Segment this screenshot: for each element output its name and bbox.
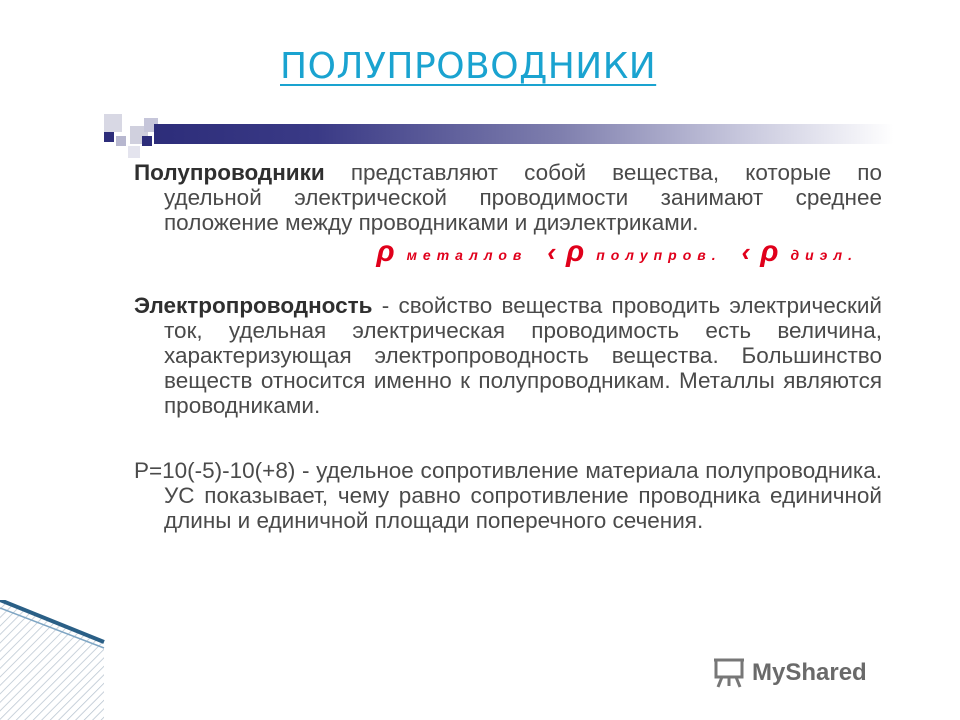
myshared-watermark	[712, 656, 867, 690]
slide-title: ПОЛУПРОВОДНИКИ	[280, 46, 657, 87]
rho-symbol: ρ	[566, 235, 585, 268]
spacer	[134, 418, 882, 458]
spacer	[134, 269, 882, 293]
term-conductivity: Электропроводность	[134, 293, 373, 318]
paragraph-semiconductors	[134, 160, 882, 235]
formula-subscript: диэл.	[790, 247, 858, 263]
less-than-sign: ‹	[547, 237, 557, 267]
paragraph-resistivity	[134, 458, 882, 533]
resistivity-formula	[134, 235, 882, 269]
slide-body	[134, 160, 882, 533]
rho-symbol: ρ	[760, 235, 779, 268]
paragraph-conductivity	[134, 293, 882, 418]
paragraph-text: Р=10(-5)-10(+8) - удельное сопротивление материала полупроводника. УС показывает, чему равно сопротивление проводника единичной длины и единичной площади поперечного сечения.	[134, 458, 882, 533]
less-than-sign: ‹	[741, 237, 751, 267]
rho-symbol: ρ	[376, 235, 395, 268]
formula-subscript: металлов	[406, 247, 528, 263]
watermark-text: MyShared	[752, 659, 867, 686]
formula-subscript: полупров.	[596, 247, 722, 263]
term-semiconductors: Полупроводники	[134, 160, 325, 185]
decorative-swoosh	[0, 600, 110, 720]
decorative-gradient-bar	[154, 124, 894, 144]
paragraph-text: представляют собой вещества, которые по удельной электрической проводимости занимают среднее положение между проводниками и диэлектриками.	[164, 160, 882, 235]
presentation-board-icon	[712, 658, 746, 688]
paragraph-text: - свойство вещества проводить электрический ток, удельная электрическая проводимость есть величина, характеризующая электропроводность вещества. Большинство веществ относится именно к полупроводникам. Металлы являются проводниками.	[164, 293, 882, 418]
